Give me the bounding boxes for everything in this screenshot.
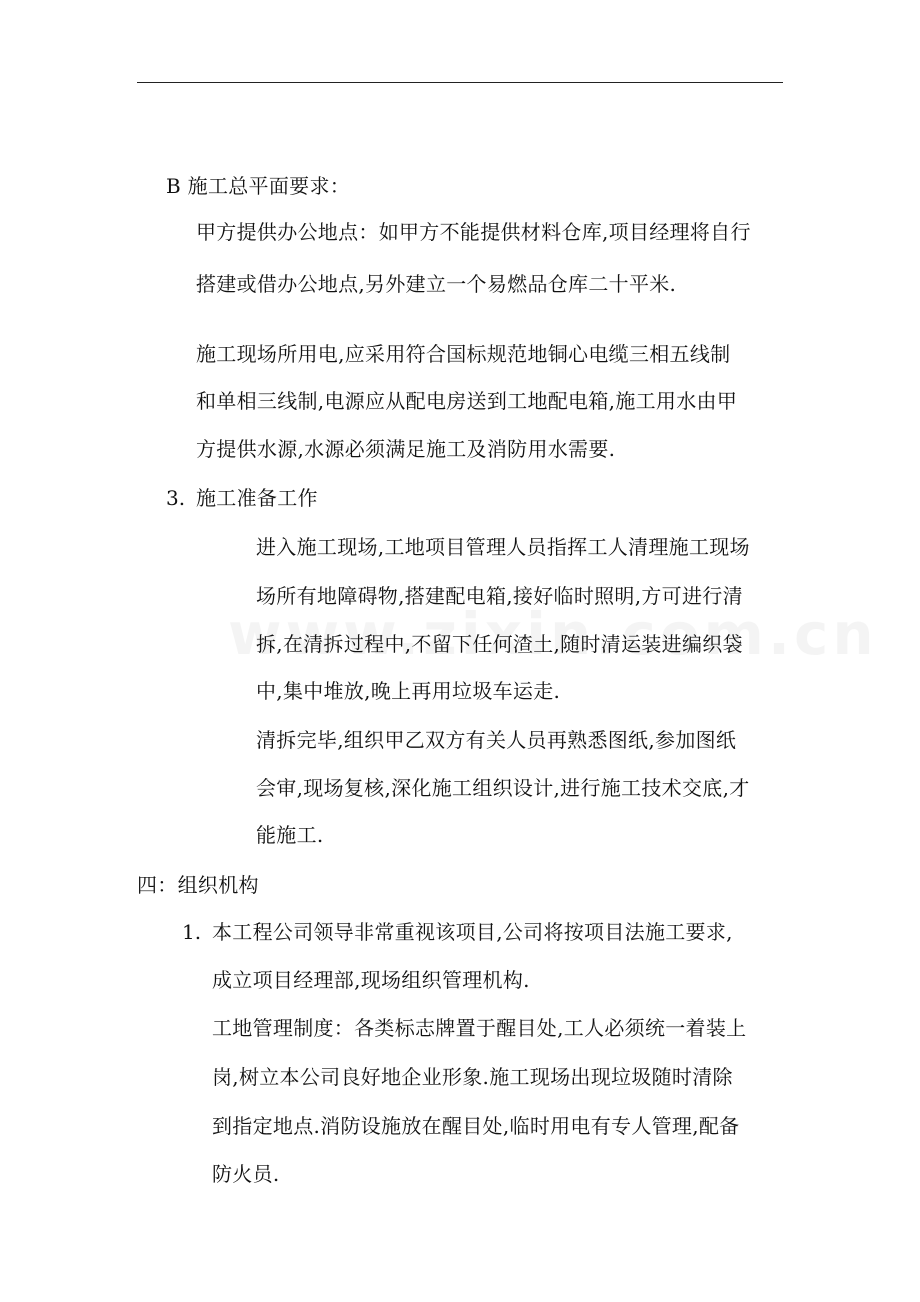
prep-item-2-line-1: 清拆完毕,组织甲乙双方有关人员再熟悉图纸,参加图纸 bbox=[256, 728, 737, 752]
org-item-2-line-4: 防火员. bbox=[212, 1162, 280, 1186]
section-3-heading: 施工准备工作 bbox=[196, 486, 318, 510]
b-item-2-line-2: 和单相三线制,电源应从配电房送到工地配电箱,施工用水由甲 bbox=[196, 389, 738, 413]
prep-item-2-line-2: 会审,现场复核,深化施工组织设计,进行施工技术交底,才 bbox=[256, 776, 750, 800]
prep-item-1-line-4: 中,集中堆放,晚上再用垃圾车运走. bbox=[256, 679, 561, 703]
prep-item-1-line-1: 进入施工现场,工地项目管理人员指挥工人清理施工现场 bbox=[256, 535, 750, 559]
org-item-2-line-2: 岗,树立本公司良好地企业形象.施工现场出现垃圾随时清除 bbox=[212, 1065, 733, 1089]
org-item-1-line-1: 本工程公司领导非常重视该项目,公司将按项目法施工要求, bbox=[212, 920, 733, 944]
org-item-1-line-2: 成立项目经理部,现场组织管理机构. bbox=[212, 968, 530, 992]
prep-item-1-line-2: 场所有地障碍物,搭建配电箱,接好临时照明,方可进行清 bbox=[256, 584, 743, 608]
header-rule bbox=[137, 82, 783, 83]
section-b-heading: B 施工总平面要求： bbox=[166, 174, 351, 198]
prep-item-1-line-3: 拆,在清拆过程中,不留下任何渣土,随时清运装进编织袋 bbox=[256, 632, 743, 656]
b-item-2-line-3: 方提供水源,水源必须满足施工及消防用水需要. bbox=[196, 437, 616, 461]
b-item-1-line-1: 甲方提供办公地点：如甲方不能提供材料仓库,项目经理将自行 bbox=[196, 220, 751, 244]
b-item-2-line-1: 施工现场所用电,应采用符合国标规范地铜心电缆三相五线制 bbox=[196, 342, 731, 366]
b-item-1-line-2: 搭建或借办公地点,另外建立一个易燃品仓库二十平米. bbox=[196, 272, 677, 296]
section-4-heading: 四：组织机构 bbox=[137, 873, 259, 897]
org-item-2-line-3: 到指定地点.消防设施放在醒目处,临时用电有专人管理,配备 bbox=[212, 1114, 740, 1138]
org-item-2-line-1: 工地管理制度：各类标志牌置于醒目处,工人必须统一着装上 bbox=[212, 1016, 747, 1040]
org-item-1-number: 1. bbox=[182, 920, 202, 944]
section-3-number: 3. bbox=[166, 486, 186, 510]
prep-item-2-line-3: 能施工. bbox=[256, 823, 324, 847]
